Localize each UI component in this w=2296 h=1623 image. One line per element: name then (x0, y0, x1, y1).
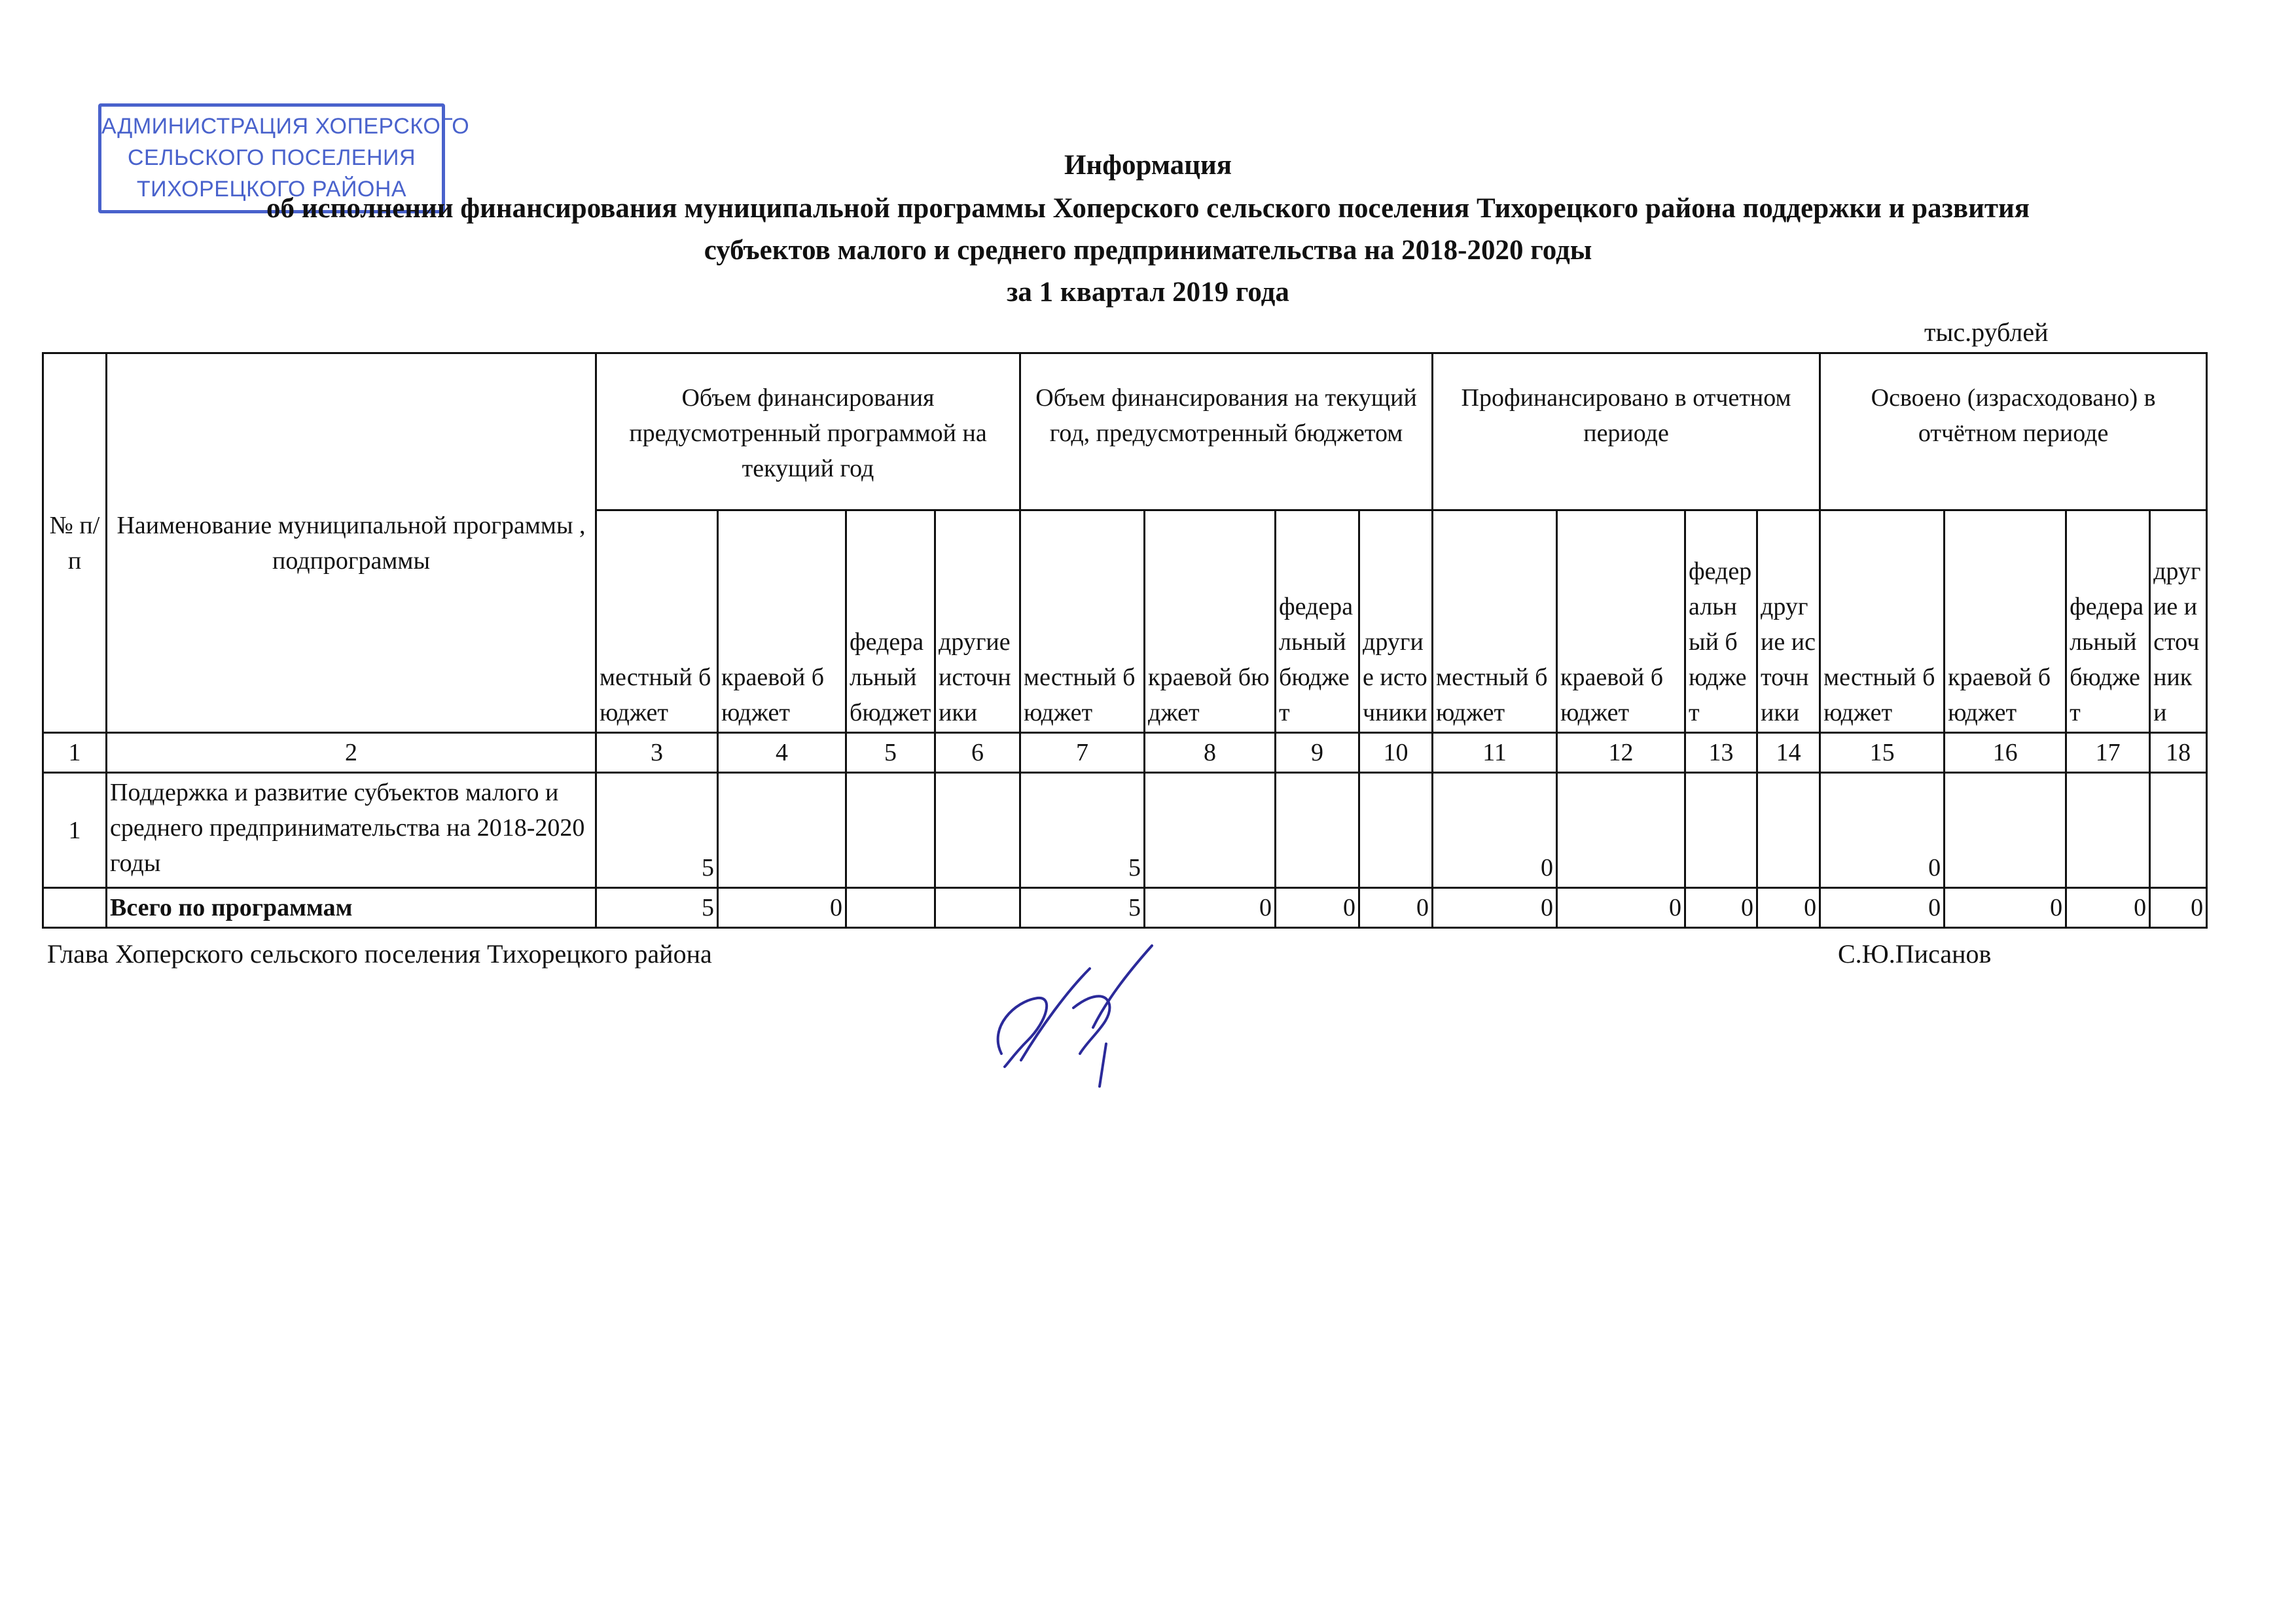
financing-table (42, 352, 2208, 929)
document-period: за 1 квартал 2019 года (1007, 277, 1289, 308)
header-group-budget: Объем финансирования на текущий год, предусмотренный бюджетом (1020, 353, 1433, 510)
header-group-spent: Освоено (израсходовано) в отчётном периоде (1820, 353, 2207, 510)
row-number: 1 (43, 773, 107, 888)
signatory-name: С.Ю.Писанов (1838, 939, 1992, 969)
subheader-other: другие источники (935, 510, 1020, 733)
subheader-regional: краевой бюджет (1145, 510, 1276, 733)
value-cell (1685, 773, 1757, 888)
total-value-cell: 0 (1276, 888, 1359, 928)
total-number (43, 888, 107, 928)
value-cell (1359, 773, 1433, 888)
subheader-local: местный бюджет (596, 510, 718, 733)
index-cell: 13 (1685, 733, 1757, 773)
subheader-federal: федеральный бюджет (846, 510, 935, 733)
stamp-line: СЕЛЬСКОГО ПОСЕЛЕНИЯ (127, 145, 416, 170)
header-group-financed: Профинансировано в отчетном периоде (1433, 353, 1820, 510)
total-value-cell: 0 (1433, 888, 1557, 928)
index-cell: 4 (718, 733, 846, 773)
units-label: тыс.рублей (1924, 317, 2049, 347)
subheader-other: другие источники (2150, 510, 2207, 733)
index-cell: 11 (1433, 733, 1557, 773)
subheader-regional: краевой бюджет (1945, 510, 2066, 733)
document-title: Информация (1064, 150, 1232, 181)
total-value-cell: 0 (1359, 888, 1433, 928)
handwritten-signature (975, 929, 1172, 1099)
signatory-position: Глава Хоперского сельского поселения Тихорецкого района (47, 939, 712, 969)
index-cell: 9 (1276, 733, 1359, 773)
index-cell: 1 (43, 733, 107, 773)
value-cell (1145, 773, 1276, 888)
subheader-local: местный бюджет (1020, 510, 1145, 733)
total-value-cell: 5 (1020, 888, 1145, 928)
value-cell (1945, 773, 2066, 888)
total-value-cell: 0 (1145, 888, 1276, 928)
index-cell: 15 (1820, 733, 1945, 773)
subheader-local: местный бюджет (1820, 510, 1945, 733)
index-cell: 14 (1757, 733, 1820, 773)
value-cell (935, 773, 1020, 888)
subheader-regional: краевой бюджет (718, 510, 846, 733)
subheader-local: местный бюджет (1433, 510, 1557, 733)
total-row (43, 888, 2207, 928)
value-cell (2066, 773, 2150, 888)
subheader-federal: федеральный бюджет (1685, 510, 1757, 733)
value-cell: 0 (1820, 773, 1945, 888)
index-cell: 16 (1945, 733, 2066, 773)
index-cell: 12 (1557, 733, 1685, 773)
index-cell: 8 (1145, 733, 1276, 773)
index-cell: 5 (846, 733, 935, 773)
value-cell (1276, 773, 1359, 888)
index-cell: 3 (596, 733, 718, 773)
stamp-line: АДМИНИСТРАЦИЯ ХОПЕРСКОГО (101, 114, 470, 139)
total-label: Всего по программам (107, 888, 596, 928)
value-cell (718, 773, 846, 888)
index-cell: 10 (1359, 733, 1433, 773)
document-subtitle-line2: субъектов малого и среднего предпринимательства на 2018-2020 годы (704, 235, 1592, 266)
total-value-cell (935, 888, 1020, 928)
header-number: № п/п (43, 353, 107, 733)
value-cell: 5 (1020, 773, 1145, 888)
total-value-cell: 0 (1685, 888, 1757, 928)
value-cell: 0 (1433, 773, 1557, 888)
total-value-cell: 0 (2150, 888, 2207, 928)
subheader-other: другие источники (1757, 510, 1820, 733)
index-cell: 2 (107, 733, 596, 773)
subheader-other: другие источники (1359, 510, 1433, 733)
subheader-federal: федеральный бюджет (1276, 510, 1359, 733)
column-index-row (43, 733, 2207, 773)
total-value-cell: 0 (1757, 888, 1820, 928)
total-value-cell: 0 (1945, 888, 2066, 928)
index-cell: 7 (1020, 733, 1145, 773)
total-value-cell: 0 (1820, 888, 1945, 928)
value-cell (846, 773, 935, 888)
subheader-regional: краевой бюджет (1557, 510, 1685, 733)
index-cell: 18 (2150, 733, 2207, 773)
row-program-name: Поддержка и развитие субъектов малого и среднего предпринимательства на 2018-2020 годы (107, 773, 596, 888)
table-header-row (43, 353, 2207, 510)
header-program-name: Наименование муниципальной программы , подпрограммы (107, 353, 596, 733)
table-row (43, 773, 2207, 888)
stamp-line: ТИХОРЕЦКОГО РАЙОНА (136, 177, 407, 202)
document-subtitle-line1: об исполнении финансирования муниципальной программы Хоперского сельского поселения Тихорецкого района поддержки и развития (266, 193, 2030, 224)
total-value-cell: 0 (2066, 888, 2150, 928)
total-value-cell: 5 (596, 888, 718, 928)
value-cell (1557, 773, 1685, 888)
index-cell: 6 (935, 733, 1020, 773)
value-cell: 5 (596, 773, 718, 888)
value-cell (2150, 773, 2207, 888)
total-value-cell: 0 (1557, 888, 1685, 928)
subheader-federal: федеральный бюджет (2066, 510, 2150, 733)
total-value-cell (846, 888, 935, 928)
header-group-program: Объем финансирования предусмотренный программой на текущий год (596, 353, 1020, 510)
total-value-cell: 0 (718, 888, 846, 928)
value-cell (1757, 773, 1820, 888)
index-cell: 17 (2066, 733, 2150, 773)
